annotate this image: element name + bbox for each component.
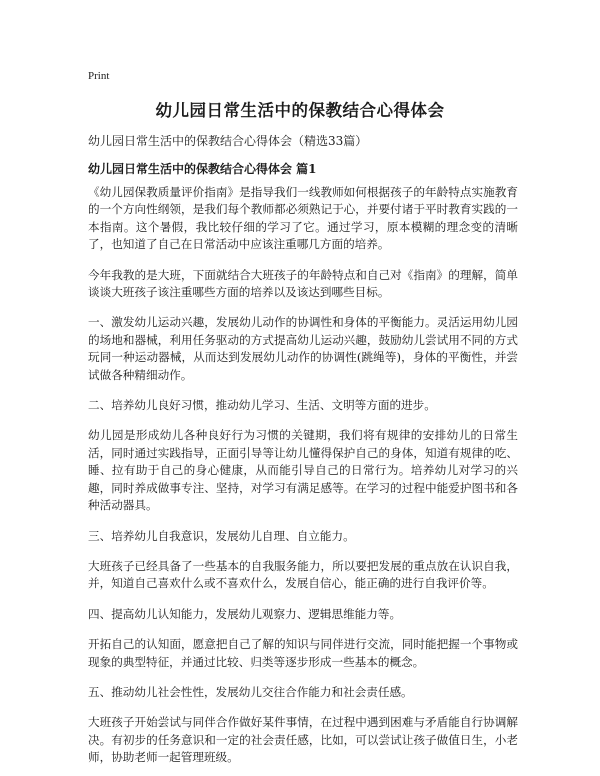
paragraph-point-2-heading: 二、培养幼儿良好习惯，推动幼儿学习、生活、文明等方面的进步。 [88,398,436,413]
paragraph-point-5-body: 大班孩子开始尝试与同伴合作做好某件事情，在过程中遇到困难与矛盾能自行协调解决。有初步的任务意识和一定的社会责任感，比如，可以尝试让孩子做值日生，小老师，协助老师一起管理班级。 [88,715,518,765]
page-subtitle: 幼儿园日常生活中的保教结合心得体会（精选33篇） [88,134,368,148]
paragraph-point-1: 一、激发幼儿运动兴趣，发展幼儿动作的协调性和身体的平衡能力。灵活运用幼儿园的场地和器械，利用任务驱动的方式提高幼儿运动兴趣，鼓励幼儿尝试用不同的方式玩同一种运动器械，从而达到发展幼儿动作的协调性(跳绳等)，身体的平衡性，并尝试做各种精细动作。 [88,315,518,382]
paragraph-point-4-heading: 四、提高幼儿认知能力，发展幼儿观察力、逻辑思维能力等。 [88,606,402,621]
paragraph-intro: 《幼儿园保教质量评价指南》是指导我们一线教师如何根据孩子的年龄特点实施教育的一个方向性纲领，是我们每个教师都必须熟记于心，并要付诸于平时教育实践的一本指南。这个暑假，我比较仔细的学习了它。通过学习，原本模糊的理念变的清晰了，也知道了自己在日常活动中应该注重哪几方面的培养。 [88,185,518,252]
paragraph-point-3-heading: 三、培养幼儿自我意识，发展幼儿自理、自立能力。 [88,528,355,543]
paragraph-overview: 今年我教的是大班，下面就结合大班孩子的年龄特点和自己对《指南》的理解，简单谈谈大班孩子该注重哪些方面的培养以及该达到哪些目标。 [88,267,518,300]
section-heading: 幼儿园日常生活中的保教结合心得体会 篇1 [88,162,317,176]
paragraph-point-4-body: 开拓自己的认知面，愿意把自己了解的知识与同伴进行交流，同时能把握一个事物或现象的典型特征，并通过比较、归类等逐步形成一些基本的概念。 [88,637,518,669]
paragraph-point-3-body: 大班孩子已经具备了一些基本的自我服务能力，所以要把发展的重点放在认识自我，并，知道自己喜欢什么或不喜欢什么，发展自信心，能正确的进行自我评价等。 [88,558,518,591]
paragraph-point-5-heading: 五、推动幼儿社会性性，发展幼儿交往合作能力和社会责任感。 [88,684,413,699]
page-title: 幼儿园日常生活中的保教结合心得体会 [155,101,445,120]
article-body [88,184,518,776]
paragraph-point-2-body: 幼儿园是形成幼儿各种良好行为习惯的关键期，我们将有规律的安排幼儿的日常生活，同时通过实践指导，正面引导等让幼儿懂得保护自己的身体，知道有规律的吃、睡、拉有助于自己的身心健康，从而能引导自己的日常行为。培养幼儿对学习的兴趣，同时养成做事专注、坚持，对学习有满足感等。在学习的过程中能爱护图书和各种活动器具。 [88,428,518,513]
print-link[interactable]: Print [88,70,110,82]
